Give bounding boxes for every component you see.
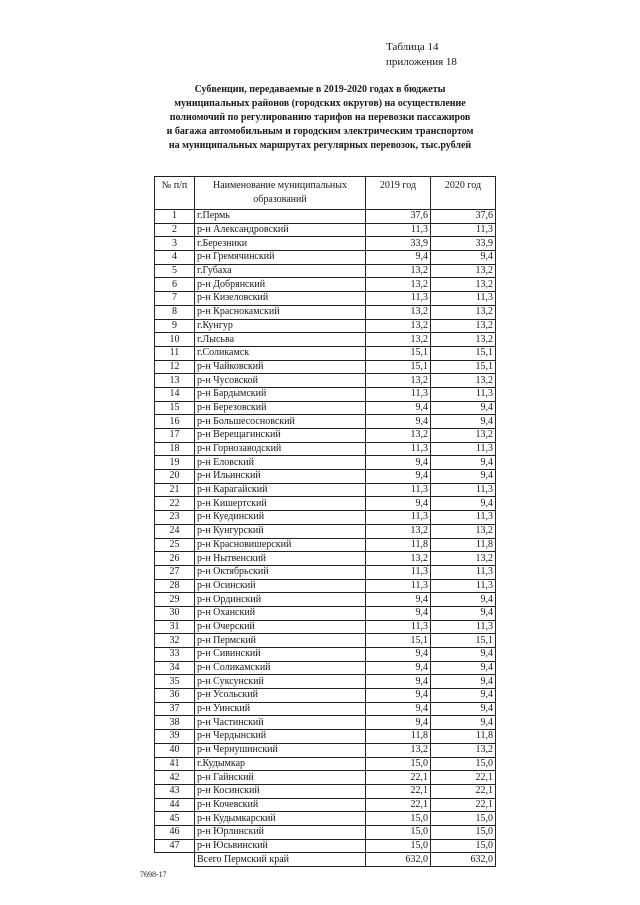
value-2019: 11,8 [366, 538, 431, 552]
municipality-name: г.Соликамск [195, 346, 366, 360]
municipality-name: р-н Юрлинский [195, 825, 366, 839]
value-2020: 13,2 [431, 524, 496, 538]
row-number: 17 [155, 429, 195, 443]
value-2020: 13,2 [431, 305, 496, 319]
row-number: 22 [155, 497, 195, 511]
municipality-name: р-н Осинский [195, 579, 366, 593]
value-2020: 13,2 [431, 429, 496, 443]
value-2020: 9,4 [431, 593, 496, 607]
row-number: 30 [155, 606, 195, 620]
row-number: 32 [155, 634, 195, 648]
value-2019: 13,2 [366, 374, 431, 388]
table-row [155, 346, 496, 360]
table-row [155, 237, 496, 251]
value-2020: 9,4 [431, 251, 496, 265]
row-number: 45 [155, 812, 195, 826]
municipality-name: р-н Пермский [195, 634, 366, 648]
row-number: 29 [155, 593, 195, 607]
table-row [155, 730, 496, 744]
municipality-name: г.Кунгур [195, 319, 366, 333]
table-row [155, 319, 496, 333]
header-2020: 2020 год [431, 177, 496, 210]
row-number: 7 [155, 292, 195, 306]
total-label: Всего Пермский край [195, 853, 366, 867]
row-number: 5 [155, 264, 195, 278]
document-code: 7698-17 [140, 870, 167, 879]
municipality-name: р-н Гайнский [195, 771, 366, 785]
heading-line: на муниципальных маршрутах регулярных перевозок, тыс.рублей [168, 140, 472, 151]
row-number: 40 [155, 743, 195, 757]
value-2020: 9,4 [431, 456, 496, 470]
value-2019: 13,2 [366, 743, 431, 757]
municipality-name: р-н Косинский [195, 784, 366, 798]
value-2020: 9,4 [431, 702, 496, 716]
value-2020: 15,1 [431, 634, 496, 648]
municipality-name: р-н Куединский [195, 511, 366, 525]
heading-line: Субвенции, передаваемые в 2019-2020 годах в бюджеты [194, 84, 446, 95]
table-row [155, 565, 496, 579]
municipality-name: р-н Частинский [195, 716, 366, 730]
value-2020: 22,1 [431, 771, 496, 785]
value-2019: 15,0 [366, 757, 431, 771]
row-number: 18 [155, 442, 195, 456]
value-2019: 37,6 [366, 210, 431, 224]
value-2019: 22,1 [366, 784, 431, 798]
municipality-name: р-н Кунгурский [195, 524, 366, 538]
table-row [155, 387, 496, 401]
value-2020: 9,4 [431, 415, 496, 429]
municipality-name: р-н Нытвенский [195, 552, 366, 566]
value-2020: 33,9 [431, 237, 496, 251]
table-row [155, 620, 496, 634]
municipality-name: р-н Александровский [195, 223, 366, 237]
value-2020: 13,2 [431, 264, 496, 278]
value-2019: 33,9 [366, 237, 431, 251]
table-heading [120, 83, 520, 153]
header-number: № п/п [155, 177, 195, 210]
row-number: 9 [155, 319, 195, 333]
table-row [155, 538, 496, 552]
value-2020: 11,3 [431, 387, 496, 401]
value-2020: 15,1 [431, 360, 496, 374]
municipality-name: р-н Кудымкарский [195, 812, 366, 826]
municipality-name: р-н Кишертский [195, 497, 366, 511]
municipality-name: р-н Верещагинский [195, 429, 366, 443]
municipality-name: р-н Суксунский [195, 675, 366, 689]
value-2019: 9,4 [366, 456, 431, 470]
value-2019: 15,1 [366, 634, 431, 648]
value-2020: 13,2 [431, 333, 496, 347]
municipality-name: р-н Добрянский [195, 278, 366, 292]
value-2020: 15,1 [431, 346, 496, 360]
row-number: 47 [155, 839, 195, 853]
municipality-name: р-н Гремячинский [195, 251, 366, 265]
table-row [155, 661, 496, 675]
table-row [155, 812, 496, 826]
table-row [155, 702, 496, 716]
table-row [155, 360, 496, 374]
municipality-name: р-н Ильинский [195, 470, 366, 484]
value-2019: 15,1 [366, 346, 431, 360]
value-2019: 15,0 [366, 825, 431, 839]
value-2019: 11,3 [366, 483, 431, 497]
value-2019: 11,3 [366, 387, 431, 401]
value-2019: 11,3 [366, 442, 431, 456]
municipality-name: р-н Кизеловский [195, 292, 366, 306]
row-number: 4 [155, 251, 195, 265]
row-number: 36 [155, 689, 195, 703]
table-row [155, 634, 496, 648]
table-row [155, 524, 496, 538]
municipality-name: р-н Чайковский [195, 360, 366, 374]
value-2020: 11,3 [431, 292, 496, 306]
value-2020: 9,4 [431, 648, 496, 662]
row-number: 11 [155, 346, 195, 360]
table-row [155, 757, 496, 771]
row-number: 23 [155, 511, 195, 525]
row-number: 35 [155, 675, 195, 689]
value-2019: 13,2 [366, 305, 431, 319]
row-number: 21 [155, 483, 195, 497]
total-2020: 632,0 [431, 853, 496, 867]
total-number-cell [155, 853, 195, 867]
value-2020: 11,3 [431, 223, 496, 237]
row-number: 3 [155, 237, 195, 251]
row-number: 1 [155, 210, 195, 224]
value-2019: 15,0 [366, 812, 431, 826]
value-2019: 22,1 [366, 798, 431, 812]
value-2019: 9,4 [366, 675, 431, 689]
value-2020: 9,4 [431, 606, 496, 620]
value-2020: 15,0 [431, 825, 496, 839]
table-body [155, 210, 496, 867]
heading-line: муниципальных районов (городских округов) на осуществление [174, 98, 466, 109]
row-number: 37 [155, 702, 195, 716]
value-2019: 13,2 [366, 319, 431, 333]
table-row [155, 648, 496, 662]
municipality-name: р-н Бардымский [195, 387, 366, 401]
value-2020: 15,0 [431, 757, 496, 771]
value-2020: 11,8 [431, 538, 496, 552]
table-row [155, 716, 496, 730]
row-number: 28 [155, 579, 195, 593]
total-2019: 632,0 [366, 853, 431, 867]
value-2019: 11,3 [366, 511, 431, 525]
subsidy-table [154, 176, 496, 867]
value-2020: 22,1 [431, 798, 496, 812]
municipality-name: р-н Уинский [195, 702, 366, 716]
municipality-name: р-н Чердынский [195, 730, 366, 744]
value-2019: 13,2 [366, 333, 431, 347]
municipality-name: г.Губаха [195, 264, 366, 278]
value-2019: 15,1 [366, 360, 431, 374]
value-2019: 13,2 [366, 264, 431, 278]
value-2019: 9,4 [366, 470, 431, 484]
table-row [155, 264, 496, 278]
appendix-number: приложения 18 [386, 56, 457, 68]
municipality-name: г.Кудымкар [195, 757, 366, 771]
value-2020: 13,2 [431, 374, 496, 388]
municipality-name: г.Пермь [195, 210, 366, 224]
value-2019: 11,3 [366, 292, 431, 306]
value-2020: 13,2 [431, 278, 496, 292]
table-row [155, 675, 496, 689]
table-row [155, 333, 496, 347]
value-2020: 22,1 [431, 784, 496, 798]
value-2019: 9,4 [366, 401, 431, 415]
table-row [155, 579, 496, 593]
row-number: 20 [155, 470, 195, 484]
table-row [155, 593, 496, 607]
value-2020: 9,4 [431, 716, 496, 730]
row-number: 25 [155, 538, 195, 552]
appendix-reference [386, 40, 457, 70]
heading-line: полномочий по регулированию тарифов на перевозки пассажиров [169, 112, 471, 123]
table-row [155, 798, 496, 812]
row-number: 16 [155, 415, 195, 429]
value-2019: 9,4 [366, 661, 431, 675]
table-row [155, 743, 496, 757]
value-2020: 11,3 [431, 579, 496, 593]
municipality-name: р-н Чернушинский [195, 743, 366, 757]
value-2020: 37,6 [431, 210, 496, 224]
value-2020: 11,3 [431, 483, 496, 497]
row-number: 43 [155, 784, 195, 798]
value-2020: 15,0 [431, 839, 496, 853]
table-row [155, 305, 496, 319]
table-row [155, 374, 496, 388]
table-row [155, 292, 496, 306]
municipality-name: р-н Сивинский [195, 648, 366, 662]
municipality-name: р-н Оханский [195, 606, 366, 620]
municipality-name: р-н Чусовской [195, 374, 366, 388]
table-row [155, 552, 496, 566]
table-row [155, 223, 496, 237]
municipality-name: р-н Октябрьский [195, 565, 366, 579]
row-number: 12 [155, 360, 195, 374]
row-number: 31 [155, 620, 195, 634]
municipality-name: г.Лысьва [195, 333, 366, 347]
table-row [155, 415, 496, 429]
row-number: 14 [155, 387, 195, 401]
table-row [155, 251, 496, 265]
municipality-name: р-н Соликамский [195, 661, 366, 675]
table-row [155, 401, 496, 415]
row-number: 39 [155, 730, 195, 744]
municipality-name: р-н Очерский [195, 620, 366, 634]
value-2019: 22,1 [366, 771, 431, 785]
row-number: 15 [155, 401, 195, 415]
municipality-name: р-н Красновишерский [195, 538, 366, 552]
municipality-name: р-н Горнозаводский [195, 442, 366, 456]
value-2020: 9,4 [431, 661, 496, 675]
value-2020: 9,4 [431, 497, 496, 511]
row-number: 46 [155, 825, 195, 839]
row-number: 13 [155, 374, 195, 388]
row-number: 42 [155, 771, 195, 785]
municipality-name: р-н Большесосновский [195, 415, 366, 429]
table-row [155, 470, 496, 484]
table-number: Таблица 14 [386, 41, 439, 53]
value-2020: 11,8 [431, 730, 496, 744]
row-number: 26 [155, 552, 195, 566]
table-row [155, 511, 496, 525]
value-2020: 9,4 [431, 470, 496, 484]
table-row [155, 784, 496, 798]
value-2019: 9,4 [366, 593, 431, 607]
municipality-name: р-н Карагайский [195, 483, 366, 497]
value-2019: 13,2 [366, 524, 431, 538]
row-number: 24 [155, 524, 195, 538]
table-row [155, 442, 496, 456]
row-number: 2 [155, 223, 195, 237]
row-number: 33 [155, 648, 195, 662]
municipality-name: р-н Еловский [195, 456, 366, 470]
value-2019: 11,3 [366, 565, 431, 579]
value-2020: 9,4 [431, 689, 496, 703]
value-2020: 11,3 [431, 565, 496, 579]
value-2019: 9,4 [366, 702, 431, 716]
total-row [155, 853, 496, 867]
value-2020: 9,4 [431, 675, 496, 689]
table-row [155, 497, 496, 511]
table-row [155, 210, 496, 224]
row-number: 38 [155, 716, 195, 730]
municipality-name: г.Березники [195, 237, 366, 251]
row-number: 27 [155, 565, 195, 579]
heading-line: и багажа автомобильным и городским электрическим транспортом [166, 126, 474, 137]
value-2019: 11,8 [366, 730, 431, 744]
municipality-name: р-н Юсьвинский [195, 839, 366, 853]
header-municipality: Наименование муниципальных образований [195, 177, 366, 210]
value-2019: 13,2 [366, 429, 431, 443]
value-2019: 9,4 [366, 648, 431, 662]
table-header-row [155, 177, 496, 210]
value-2020: 11,3 [431, 511, 496, 525]
municipality-name: р-н Усольский [195, 689, 366, 703]
value-2020: 11,3 [431, 442, 496, 456]
value-2019: 9,4 [366, 606, 431, 620]
value-2019: 15,0 [366, 839, 431, 853]
municipality-name: р-н Ординский [195, 593, 366, 607]
row-number: 19 [155, 456, 195, 470]
table-row [155, 456, 496, 470]
value-2020: 9,4 [431, 401, 496, 415]
municipality-name: р-н Березовский [195, 401, 366, 415]
table-row [155, 483, 496, 497]
table-row [155, 839, 496, 853]
value-2019: 9,4 [366, 689, 431, 703]
row-number: 8 [155, 305, 195, 319]
value-2020: 13,2 [431, 552, 496, 566]
value-2019: 9,4 [366, 497, 431, 511]
municipality-name: р-н Кочевский [195, 798, 366, 812]
row-number: 44 [155, 798, 195, 812]
table-row [155, 771, 496, 785]
value-2020: 13,2 [431, 319, 496, 333]
table-row [155, 606, 496, 620]
value-2019: 11,3 [366, 620, 431, 634]
row-number: 34 [155, 661, 195, 675]
row-number: 6 [155, 278, 195, 292]
table-row [155, 825, 496, 839]
table-row [155, 278, 496, 292]
value-2020: 11,3 [431, 620, 496, 634]
value-2019: 13,2 [366, 278, 431, 292]
row-number: 10 [155, 333, 195, 347]
value-2019: 11,3 [366, 223, 431, 237]
value-2020: 13,2 [431, 743, 496, 757]
value-2019: 11,3 [366, 579, 431, 593]
value-2019: 9,4 [366, 716, 431, 730]
value-2020: 15,0 [431, 812, 496, 826]
municipality-name: р-н Краснокамский [195, 305, 366, 319]
table-row [155, 429, 496, 443]
value-2019: 13,2 [366, 552, 431, 566]
row-number: 41 [155, 757, 195, 771]
value-2019: 9,4 [366, 415, 431, 429]
value-2019: 9,4 [366, 251, 431, 265]
header-2019: 2019 год [366, 177, 431, 210]
table-row [155, 689, 496, 703]
